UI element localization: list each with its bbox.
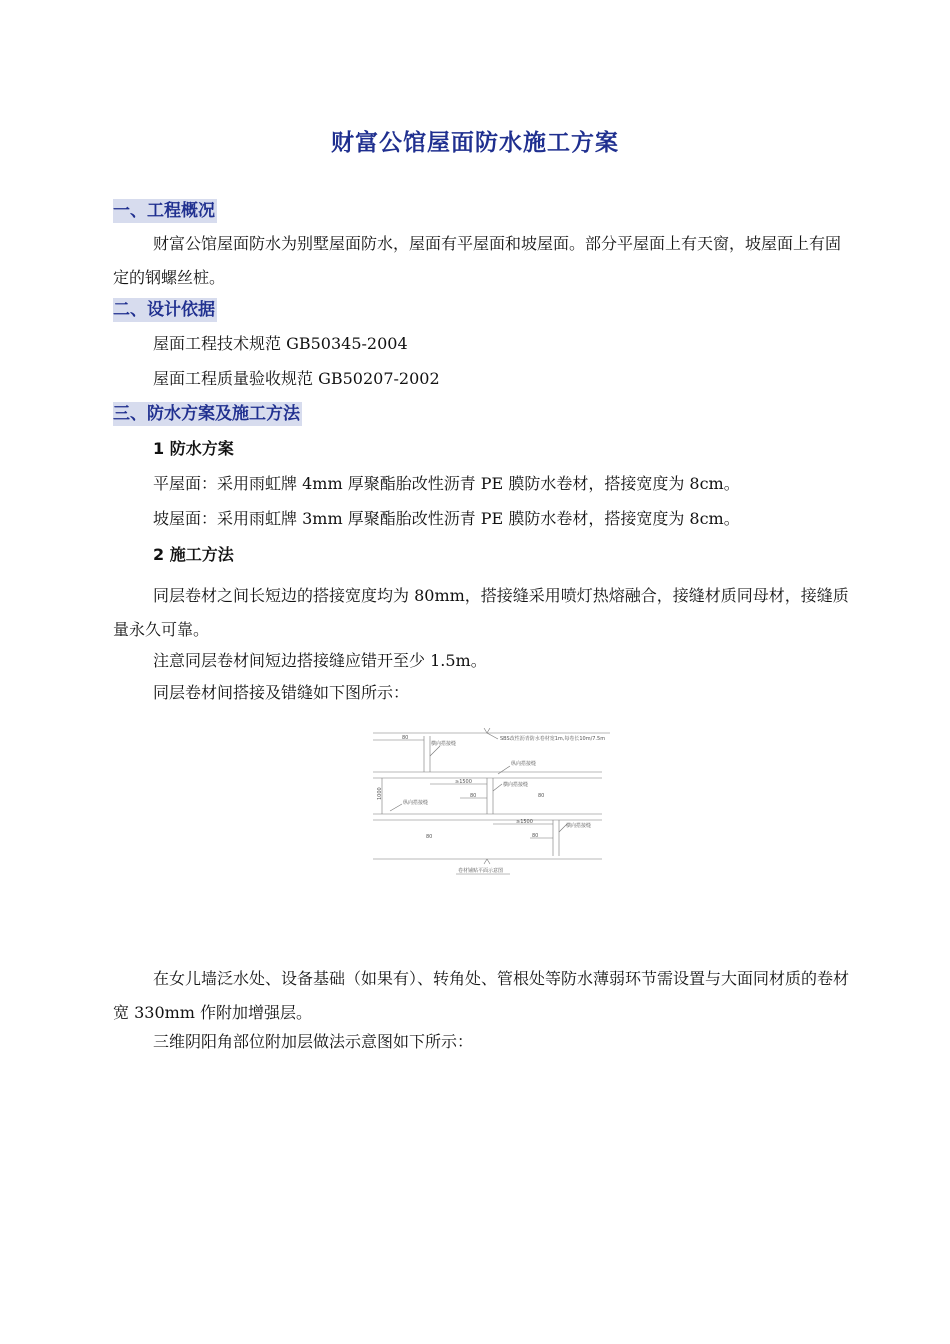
reinforcement-paragraph: 在女儿墙泛水处、设备基础（如果有）、转角处、管根处等防水薄弱环节需设置与大面同材质的卷材宽 330mm 作附加增强层。 bbox=[113, 969, 850, 1022]
figure-label: 纵向搭接缝 bbox=[403, 800, 429, 806]
flat-roof-text: 平屋面：采用雨虹牌 4mm 厚聚酯胎改性沥青 PE 膜防水卷材，搭接宽度为 8cm。 bbox=[153, 474, 740, 493]
figure-label: 80 bbox=[426, 834, 433, 840]
overlap-diagram bbox=[370, 728, 610, 878]
figure-label: ≥1500 bbox=[516, 819, 533, 825]
figure-caption: 卷材铺贴平面示意图 bbox=[458, 868, 504, 874]
figure-label: 1000 bbox=[377, 787, 383, 800]
figure-label: 横向搭接缝 bbox=[431, 741, 457, 747]
figure-note: SBS改性沥青防水卷材宽1m,每卷长10m/7.5m bbox=[500, 736, 606, 742]
design-basis-item: 屋面工程质量验收规范 GB50207-2002 bbox=[153, 369, 440, 388]
document-title: 财富公馆屋面防水施工方案 bbox=[331, 130, 619, 156]
overview-paragraph: 财富公馆屋面防水为别墅屋面防水，屋面有平屋面和坡屋面。部分平屋面上有天窗，坡屋面上有固定的钢螺丝桩。 bbox=[113, 234, 842, 287]
section-heading-overview: 一、工程概况 bbox=[113, 201, 215, 221]
slope-roof-text: 坡屋面：采用雨虹牌 3mm 厚聚酯胎改性沥青 PE 膜防水卷材，搭接宽度为 8cm。 bbox=[153, 509, 740, 528]
figure-label: 80 bbox=[532, 833, 539, 839]
section-heading-scheme: 三、防水方案及施工方法 bbox=[113, 404, 300, 424]
figure-label: 横向搭接缝 bbox=[566, 823, 592, 829]
design-basis-item: 屋面工程技术规范 GB50345-2004 bbox=[153, 334, 408, 353]
method-figure-intro: 同层卷材间搭接及错缝如下图所示： bbox=[153, 683, 410, 702]
figure-label: 80 bbox=[470, 793, 477, 799]
subheading-scheme: 1 防水方案 bbox=[153, 439, 234, 458]
figure-label: ≥1500 bbox=[455, 779, 472, 785]
method-note: 注意同层卷材间短边搭接缝应错开至少 1.5m。 bbox=[153, 651, 487, 670]
section-heading-design-basis: 二、设计依据 bbox=[113, 300, 215, 320]
corner-figure-intro: 三维阴阳角部位附加层做法示意图如下所示： bbox=[153, 1032, 474, 1051]
figure-label: 80 bbox=[402, 735, 409, 741]
method-paragraph: 同层卷材之间长短边的搭接宽度均为 80mm，搭接缝采用喷灯热熔融合，接缝材质同母材，接缝质量永久可靠。 bbox=[113, 586, 849, 639]
figure-label: 纵向搭接缝 bbox=[511, 761, 537, 767]
figure-label: 横向搭接缝 bbox=[503, 782, 529, 788]
subheading-method: 2 施工方法 bbox=[153, 545, 234, 564]
figure-label: 80 bbox=[538, 793, 545, 799]
